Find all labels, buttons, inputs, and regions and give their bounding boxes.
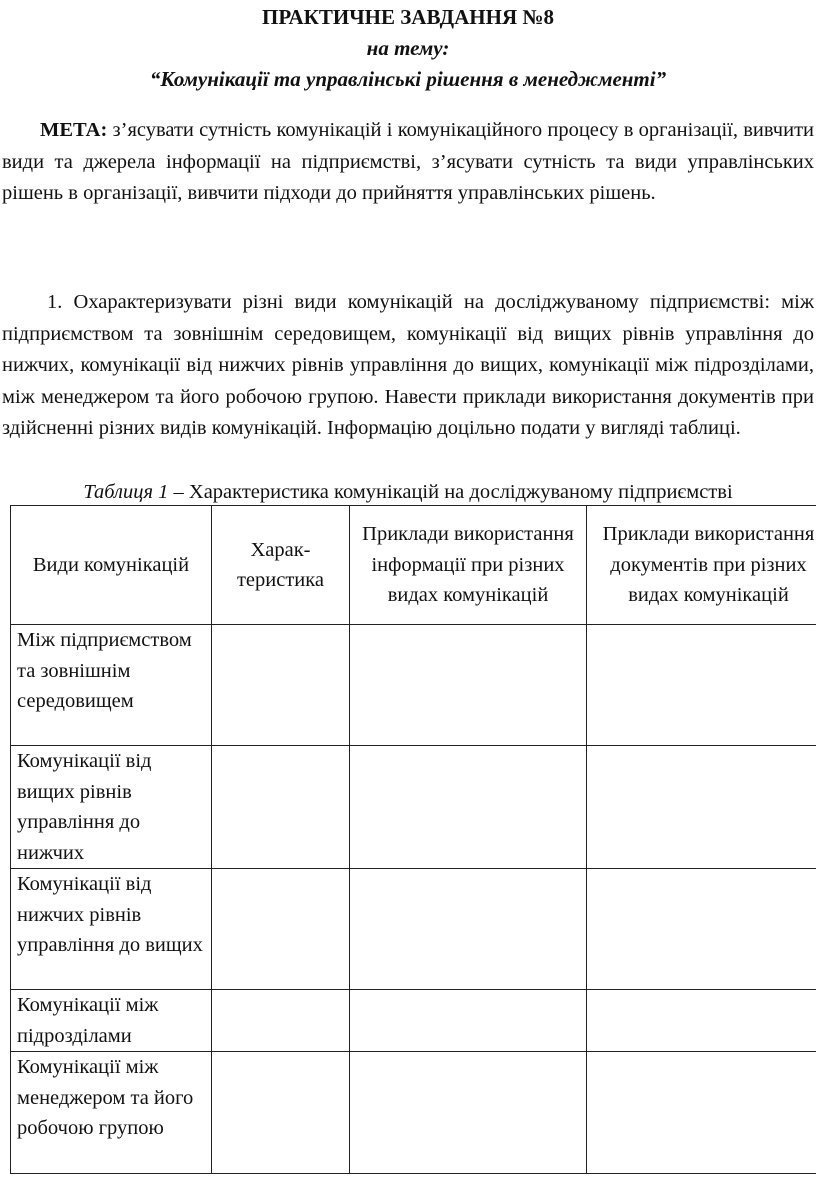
row-label-top-down: Комунікації від вищих рівнів управління до нижчих bbox=[11, 746, 212, 869]
empty-cell[interactable] bbox=[587, 625, 816, 746]
table-row bbox=[11, 990, 816, 1052]
header-communication-types: Види комунікацій bbox=[11, 506, 212, 625]
empty-cell[interactable] bbox=[350, 869, 587, 990]
table-caption-label: Таблиця 1 bbox=[83, 481, 169, 503]
table-caption bbox=[0, 477, 816, 508]
row-label-external: Між підприємством та зовнішнім середовищем bbox=[11, 625, 212, 746]
empty-cell[interactable] bbox=[587, 990, 816, 1052]
row-label-manager-team: Комунікації між менеджером та його робочою групою bbox=[11, 1052, 212, 1174]
empty-cell[interactable] bbox=[350, 990, 587, 1052]
row-label-bottom-up: Комунікації від нижчих рівнів управління до вищих bbox=[11, 869, 212, 990]
empty-cell[interactable] bbox=[212, 746, 350, 869]
empty-cell[interactable] bbox=[350, 625, 587, 746]
header-document-examples: Приклади використання документів при різних видах комунікацій bbox=[587, 506, 816, 625]
empty-cell[interactable] bbox=[350, 1052, 587, 1174]
header-information-examples: Приклади використання інформації при різних видах комунікацій bbox=[350, 506, 587, 625]
empty-cell[interactable] bbox=[212, 869, 350, 990]
task-paragraph: 1. Охарактеризувати різні види комунікацій на досліджуваному підприємстві: між підприємством та зовнішнім середовищем, комунікації від вищих рівнів управління до нижчих, комунікації від нижчих рівнів управління до вищих, комунікації між підрозділами, між менеджером та його робочою групою. Навести приклади використання документів при здійсненні різних видів комунікацій. Інформацію доцільно подати у вигляді таблиці. bbox=[2, 291, 814, 439]
empty-cell[interactable] bbox=[212, 1052, 350, 1174]
empty-cell[interactable] bbox=[212, 625, 350, 746]
table-row bbox=[11, 869, 816, 990]
table-row bbox=[11, 1052, 816, 1174]
empty-cell[interactable] bbox=[587, 1052, 816, 1174]
empty-cell[interactable] bbox=[212, 990, 350, 1052]
row-label-between-departments: Комунікації між підрозділами bbox=[11, 990, 212, 1052]
empty-cell[interactable] bbox=[587, 869, 816, 990]
table-row bbox=[11, 746, 816, 869]
goal-text: з’ясувати сутність комунікацій і комунікаційного процесу в організації, вивчити види та джерела інформації на підприємстві, з’ясувати сутність та види управлінських рішень в організації, вивчити підходи до прийняття управлінських рішень. bbox=[2, 119, 814, 204]
document-title: ПРАКТИЧНЕ ЗАВДАННЯ №8 bbox=[262, 5, 554, 29]
document-subtitle: на тему: bbox=[366, 36, 450, 60]
table-row bbox=[11, 625, 816, 746]
table-caption-text: – Характеристика комунікацій на досліджуваному підприємстві bbox=[168, 481, 733, 503]
empty-cell[interactable] bbox=[587, 746, 816, 869]
document-topic: “Комунікації та управлінські рішення в менеджменті” bbox=[149, 67, 667, 91]
empty-cell[interactable] bbox=[350, 746, 587, 869]
goal-label: МЕТА: bbox=[40, 119, 108, 141]
header-characteristic: Харак-теристика bbox=[212, 506, 350, 625]
table-header-row bbox=[11, 506, 816, 625]
communications-table bbox=[10, 505, 816, 1174]
goal-paragraph bbox=[2, 115, 814, 210]
